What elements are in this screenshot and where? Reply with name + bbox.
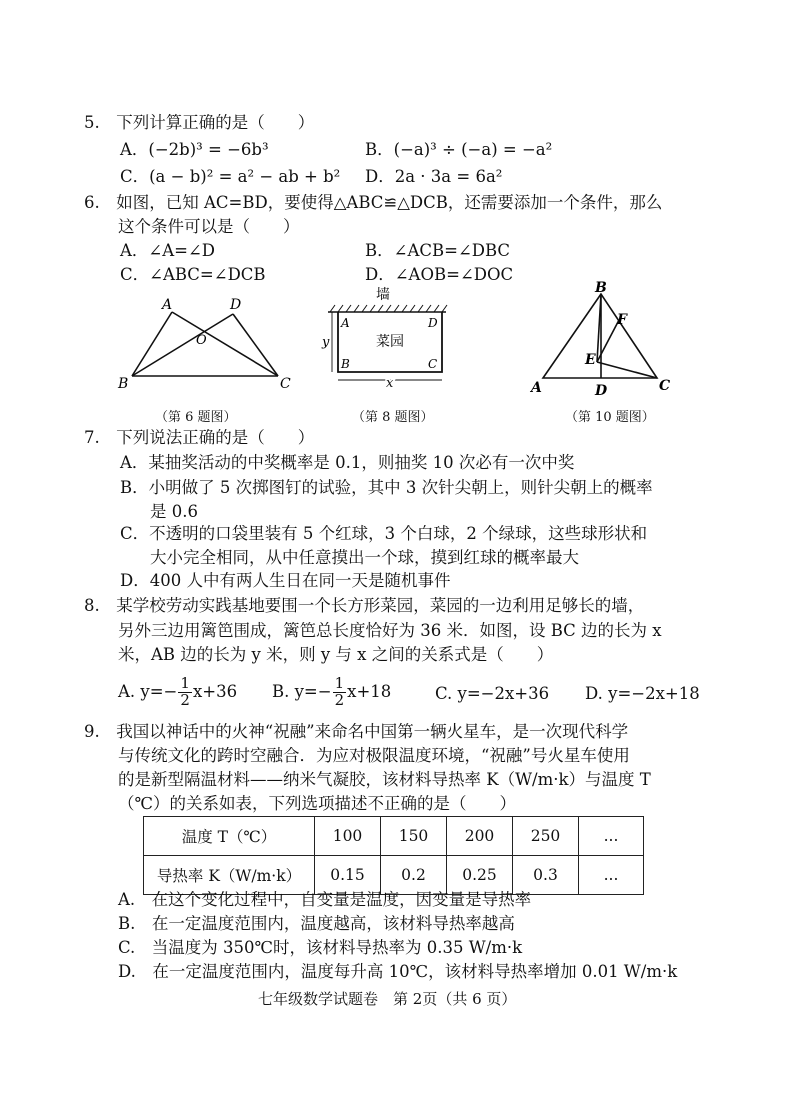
table-cell: 250	[513, 817, 579, 856]
q8-stem-line1: 8. 某学校劳动实践基地要围一个长方形菜园，菜园的一边利用足够长的墙，	[84, 596, 645, 615]
fig6-segment-ab	[132, 312, 172, 376]
q9-stem-line3: 的是新型隔温材料——纳米气凝胶，该材料导热率 K（W/m·k）与温度 T	[118, 770, 651, 789]
page-footer: 七年级数学试题卷 第 2页（共 6 页）	[258, 990, 517, 1008]
fig6-segment-bd	[132, 314, 233, 376]
fig8-label-c: C	[428, 357, 438, 371]
fig8-wall-hatching	[330, 305, 447, 312]
q7-option-b-line1: B．小明做了 5 次掷图钉的试验，其中 3 次针尖朝上，则针尖朝上的概率	[120, 478, 653, 497]
q7-option-c-line1: C．不透明的口袋里装有 5 个红球，3 个白球，2 个绿球，这些球形状和	[120, 524, 648, 543]
fig6-label-d: D	[230, 297, 242, 313]
q7-option-a: A．某抽奖活动的中奖概率是 0.1，则抽奖 10 次必有一次中奖	[120, 453, 575, 472]
table-cell: 200	[447, 817, 513, 856]
q6-stem-line1: 6. 如图，已知 AC=BD，要使得△ABC≌△DCB，还需要添加一个条件，那么	[84, 193, 663, 212]
q7-option-c-line2: 大小完全相同，从中任意摸出一个球，摸到红球的概率最大	[150, 548, 579, 567]
fig8-label-y: y	[322, 335, 330, 350]
fig8-label-x: x	[386, 376, 394, 391]
q9-option-c: C. 当温度为 350℃时，该材料导热率为 0.35 W/m·k	[118, 938, 523, 957]
table-header-cell: 导热率 K（W/m·k）	[144, 856, 315, 895]
q5-option-a: A．(−2b)³ = −6b³	[120, 140, 269, 159]
q8-option-a-pre: A. y=−	[118, 681, 178, 701]
fig6-label-c: C	[280, 376, 291, 392]
q7-stem: 7. 下列说法正确的是（ ）	[84, 428, 315, 447]
q8-option-b-denominator: 2	[334, 690, 345, 709]
fig10-label-e: E	[585, 352, 596, 368]
q9-option-d: D. 在一定温度范围内，温度每升高 10℃，该材料导热率增加 0.01 W/m·k	[118, 962, 678, 981]
fig8-garden-label: 菜园	[376, 334, 404, 350]
fig6-label-a: A	[162, 297, 173, 313]
q9-option-b: B. 在一定温度范围内，温度越高，该材料导热率越高	[118, 914, 515, 933]
table-cell: 150	[381, 817, 447, 856]
fig10-label-d: D	[595, 383, 608, 399]
q7-option-d: D．400 人中有两人生日在同一天是随机事件	[120, 571, 451, 590]
q8-option-b-numerator: 1	[334, 674, 345, 692]
fig6-segment-ca	[172, 312, 278, 376]
q8-option-b-pre: B. y=−	[272, 681, 332, 701]
q9-stem-line1: 9. 我国以神话中的火神“祝融”来命名中国第一辆火星车，是一次现代科学	[84, 722, 629, 741]
table-row	[144, 817, 644, 856]
fig8-label-a: A	[341, 316, 350, 330]
fig6-label-b: B	[118, 376, 129, 392]
table-row	[144, 856, 644, 895]
fig6-caption: （第 6 题图）	[155, 410, 237, 425]
q8-option-b	[272, 676, 391, 709]
fig8-label-b: B	[341, 357, 350, 371]
q5-option-b: B．(−a)³ ÷ (−a) = −a²	[365, 140, 553, 159]
table-header-cell: 温度 T（℃）	[144, 817, 315, 856]
fig10-label-a: A	[531, 380, 542, 396]
table-cell: 0.25	[447, 856, 513, 895]
q6-option-b: B．∠ACB=∠DBC	[365, 241, 511, 260]
q9-option-a: A. 在这个变化过程中，自变量是温度，因变量是导热率	[118, 890, 532, 909]
q8-stem-line2: 另外三边用篱笆围成，篱笆总长度恰好为 36 米．如图，设 BC 边的长为 x	[118, 621, 662, 640]
fig10-label-f: F	[617, 312, 627, 328]
q8-option-a-numerator: 1	[180, 674, 190, 692]
fig10-caption: （第 10 题图）	[565, 410, 655, 425]
q8-option-c: C. y=−2x+36	[435, 684, 550, 703]
fig8-wall-label: 墙	[376, 287, 390, 303]
q6-option-a: A．∠A=∠D	[120, 241, 216, 260]
figure-10	[525, 280, 685, 400]
fig8-label-d: D	[428, 316, 438, 330]
figure-8	[318, 284, 453, 396]
q8-option-a-fraction	[178, 676, 192, 709]
table-cell: 0.2	[381, 856, 447, 895]
fig10-label-c: C	[659, 378, 671, 394]
fig10-label-b: B	[595, 280, 607, 296]
table-cell: ...	[579, 817, 644, 856]
table-cell: 0.3	[513, 856, 579, 895]
q5-option-d: D．2a · 3a = 6a²	[365, 167, 503, 186]
figure-6	[110, 292, 300, 397]
q7-option-b-line2: 是 0.6	[150, 502, 198, 521]
q6-option-c: C．∠ABC=∠DCB	[120, 265, 266, 284]
table-cell: 100	[315, 817, 381, 856]
fig6-label-o: O	[196, 333, 207, 348]
q8-option-a	[118, 676, 237, 709]
q8-option-d: D. y=−2x+18	[585, 684, 700, 703]
q8-stem-line3: 米，AB 边的长为 y 米，则 y 与 x 之间的关系式是（ ）	[118, 645, 554, 664]
q9-stem-line2: 与传统文化的跨时空融合．为应对极限温度环境，“祝融”号火星车使用	[118, 746, 630, 765]
q5-stem: 5. 下列计算正确的是（ ）	[84, 113, 315, 132]
q5-option-c: C．(a − b)² = a² − ab + b²	[120, 167, 341, 186]
q8-option-b-post: x+18	[347, 681, 392, 701]
q8-option-a-denominator: 2	[180, 690, 190, 709]
table-cell: 0.15	[315, 856, 381, 895]
fig6-segment-dc	[233, 314, 278, 376]
q8-option-b-fraction	[333, 676, 347, 709]
q6-stem-line2: 这个条件可以是（ ）	[118, 217, 300, 236]
q9-data-table	[143, 816, 644, 895]
fig8-caption: （第 8 题图）	[352, 410, 434, 425]
q9-stem-line4: （℃）的关系如表，下列选项描述不正确的是（ ）	[118, 794, 516, 813]
q6-option-d: D．∠AOB=∠DOC	[365, 265, 514, 284]
table-cell: ...	[579, 856, 644, 895]
q8-option-a-post: x+36	[192, 681, 238, 701]
